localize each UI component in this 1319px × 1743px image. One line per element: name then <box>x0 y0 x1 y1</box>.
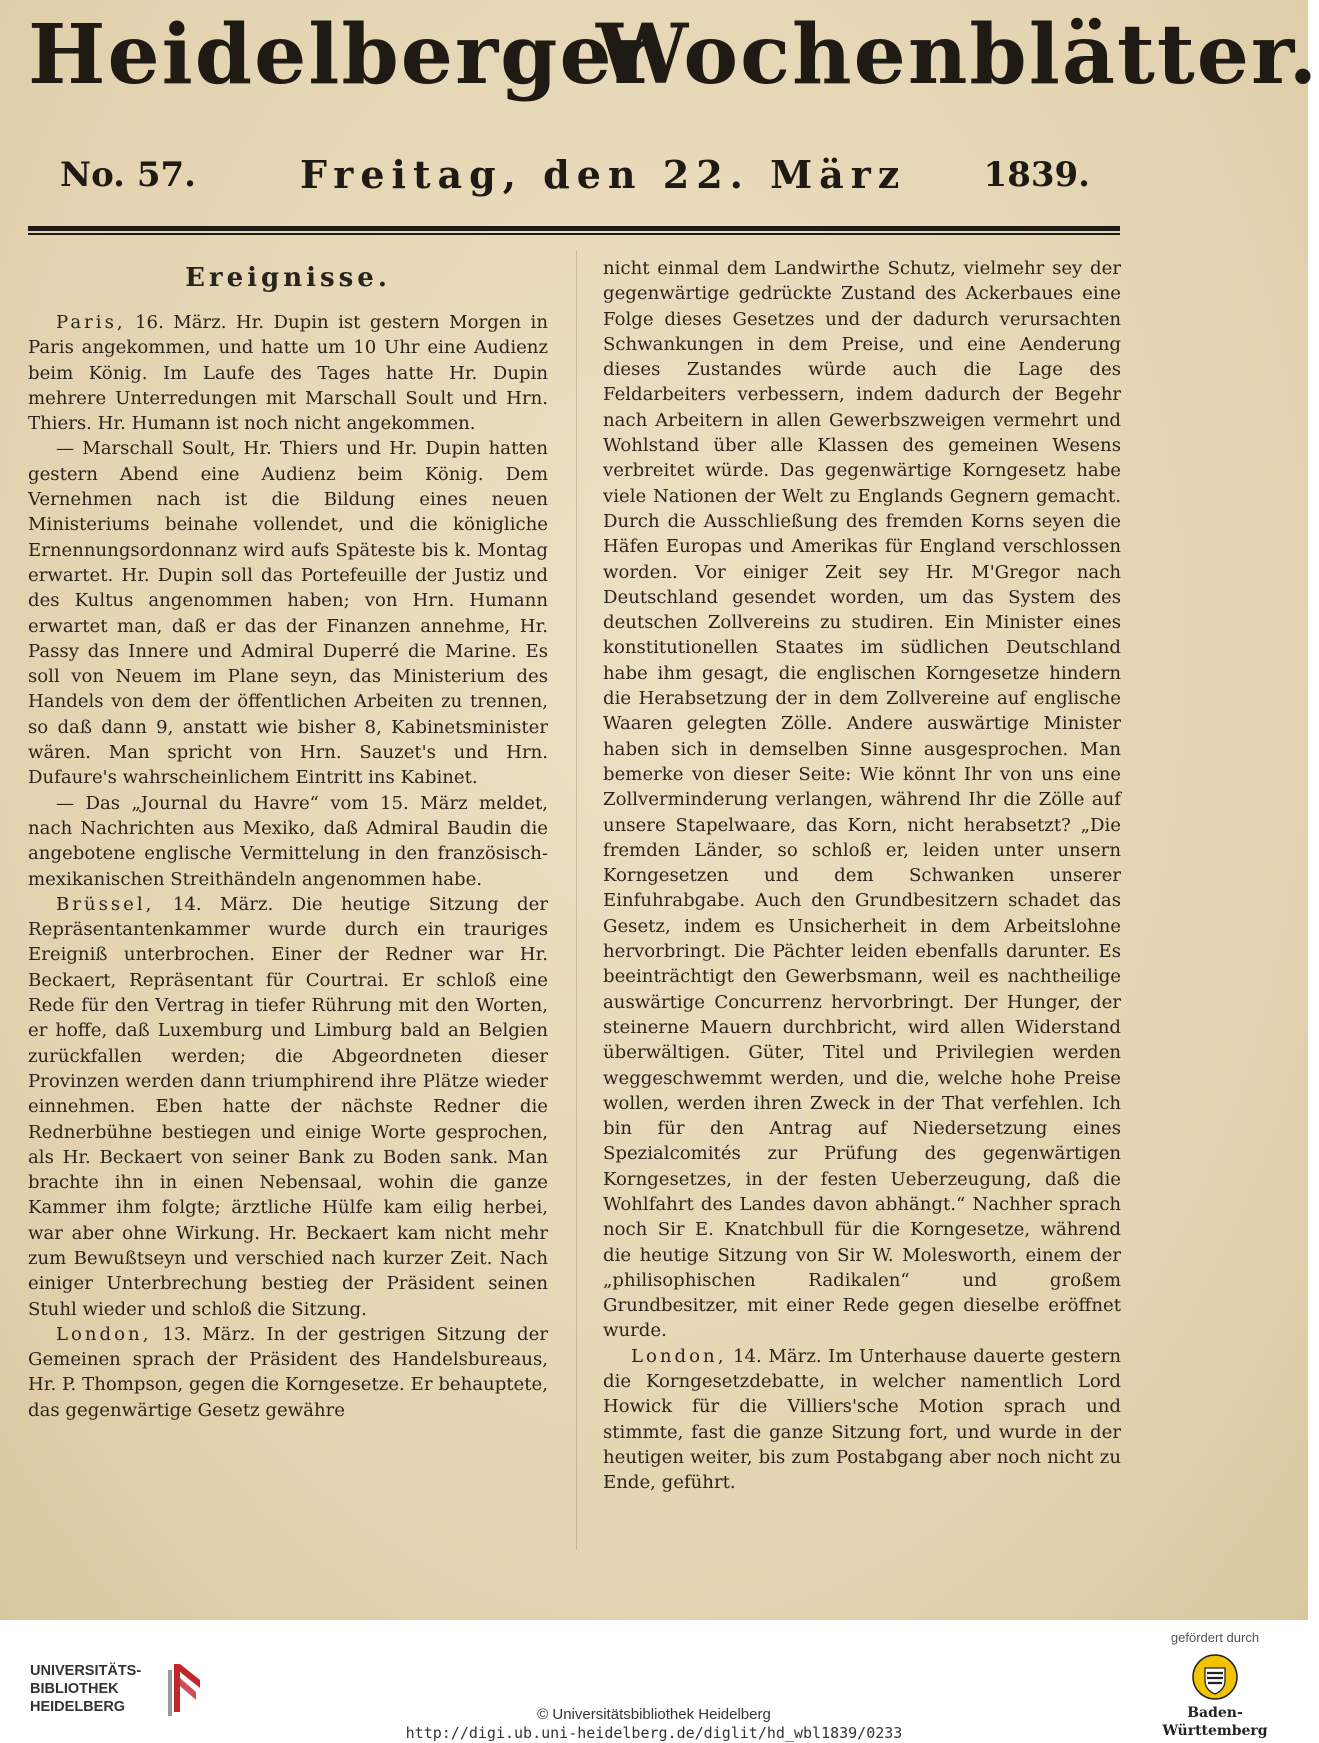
article-paris-1 <box>28 310 548 436</box>
left-column <box>28 258 548 1423</box>
header-rule-thick <box>28 226 1120 231</box>
article-paris-2: — Marschall Soult, Hr. Thiers und Hr. Dupin hatten gestern Abend eine Audienz beim König. Dem Vernehmen nach ist die Bildung eines neuen Ministeriums beinahe vollendet, und die königliche Ernennungsordonnanz wird aufs Späteste bis k. Montag erwartet. Hr. Dupin soll das Portefeuille der Justiz und des Kultus angenommen haben; von Hrn. Humann erwartet man, daß er das der Finanzen annehme, Hr. Passy das Innere und Admiral Duperré die Marine. Es soll von Neuem im Plane seyn, das Ministerium des Handels von dem der öffentlichen Arbeiten zu trennen, so daß dann 9, anstatt wie bisher 8, Kabinetsminister wären. Man spricht von Hrn. Sauzet's und Hrn. Dufaure's wahrscheinlichem Eintritt ins Kabinet. <box>28 438 548 789</box>
library-name-line: BIBLIOTHEK <box>30 1681 119 1697</box>
article-bruessel <box>28 892 548 1322</box>
baden-wuerttemberg-seal-icon <box>1192 1654 1238 1700</box>
digitization-footer <box>0 1620 1308 1743</box>
article-text: 14. März. Die heutige Sitzung der Repräsentantenkammer wurde durch ein trauriges Ereigniß unterbrochen. Einer der Redner war Hr. Beckaert, Repräsentant für Courtrai. Er schloß eine Rede für den Vertrag in tiefer Rührung mit den Worten, er hoffe, daß Luxemburg und Limburg bald an Belgien zurückfallen werden; die Abgeordneten dieser Provinzen werden dann triumphirend ihre Plätze wieder einnehmen. Eben hatte der nächste Redner die Rednerbühne bestiegen und einige Worte gesprochen, als Hr. Beckaert von seiner Bank zu Boden sank. Man brachte ihn in einen Nebensaal, wohin die ganze Kammer ihm folgte; ärztliche Hülfe kam eilig herbei, war aber ohne Wirkung. Hr. Beckaert kam nicht mehr zum Bewußtseyn und verschied nach kurzer Zeit. Nach einiger Unterbrechung bestieg der Präsident seinen Stuhl wieder und schloß die Sitzung. <box>28 893 548 1320</box>
header-rule-thin <box>28 233 1120 235</box>
sponsor-name: Baden-Württemberg <box>1162 1705 1268 1739</box>
issue-year: 1839. <box>983 155 1090 195</box>
sponsor-block <box>1140 1630 1290 1740</box>
article-text: 16. März. Hr. Dupin ist gestern Morgen in Paris angekommen, und hatte um 10 Uhr eine Audienz beim König. Im Laufe des Tages hatte Hr. Dupin mehrere Unterredungen mit Marschall Soult und Hrn. Thiers. Hr. Humann ist noch nicht angekommen. <box>28 312 548 435</box>
masthead-word-1: Heidelberger <box>28 7 659 103</box>
section-heading: Ereignisse. <box>185 263 391 293</box>
masthead-title <box>28 7 1319 103</box>
article-london-13 <box>28 1322 548 1423</box>
permalink[interactable]: http://digi.ub.uni-heidelberg.de/diglit/hd_wbl1839/0233 <box>405 1724 903 1742</box>
library-name-line: UNIVERSITÄTS- <box>30 1663 142 1679</box>
article-london-14 <box>603 1344 1121 1496</box>
issue-number: No. 57. <box>60 155 196 195</box>
article-text: 13. März. In der gestrigen Sitzung der Gemeinen sprach der Präsident des Handelsbureaus, Hr. P. Thompson, gegen die Korngesetze. Er behauptete, das gegenwärtige Gesetz gewähre <box>28 1323 548 1421</box>
issue-line <box>60 150 1090 200</box>
dateline: Brüssel, <box>56 893 155 915</box>
copyright-notice: © Universitätsbibliothek Heidelberg <box>537 1706 771 1723</box>
sponsor-label: gefördert durch <box>1170 1630 1260 1645</box>
library-name-line: HEIDELBERG <box>30 1699 126 1715</box>
dateline: London, <box>56 1323 152 1345</box>
issue-date: Freitag, den 22. März <box>300 152 907 197</box>
dateline: London, <box>631 1345 727 1367</box>
dateline: Paris, <box>56 312 126 333</box>
article-london-13-continued: nicht einmal dem Landwirthe Schutz, vielmehr sey der gegenwärtige gedrückte Zustand des Ackerbaues eine Folge dieses Gesetzes und der dadurch verursachten Schwankungen in dem Preise, und eine Aenderung dieses Zustandes würde auch die Lage des Feldarbeiters verbessern, indem dadurch der Begehr nach Arbeitern in allen Gewerbszweigen vermehrt und Wohlstand über alle Klassen des gemeinen Wesens verbreitet würde. Das gegenwärtige Korngesetz habe viele Nationen der Welt zu Englands Gegnern gemacht. Durch die Ausschließung des fremden Korns seyen die Häfen Europas und Amerikas für England verschlossen worden. Vor einiger Zeit sey Hr. M'Gregor nach Deutschland gesendet worden, um das System des deutschen Zollvereins zu studiren. Ein Minister eines konstitutionellen Staates im südlichen Deutschland habe ihm gesagt, die englischen Korngesetze hindern die Herabsetzung der in dem Zollvereine auf englische Waaren gelegten Zölle. Andere auswärtige Minister haben sich in demselben Sinne ausgesprochen. Man bemerke von dieser Seite: Wie könnt Ihr von uns eine Zollverminderung verlangen, während Ihr die Zölle auf unsere Stapelwaare, das Korn, nicht herabsetzt? „Die fremden Länder, so schloß er, leiden unter unsern Korngesetzen und dem Schwanken unserer Einfuhrabgabe. Auch den Grundbesitzern schadet das Gesetz, indem es Unsicherheit in dem Arbeitslohne hervorbringt. Die Pächter leiden ebenfalls darunter. Es beeinträchtigt den Gewerbsmann, weil es nachtheilige auswärtige Concurrenz hervorbringt. Der Hunger, der steinerne Mauern durchbricht, wird allen Widerstand überwältigen. Güter, Titel und Privilegien werden weggeschwemmt werden, und die, welche hohe Preise wollen, werden ihren Zweck in der That verfehlen. Ich bin für den Antrag auf Niedersetzung eines Spezialcomités zur Prüfung des gegenwärtigen Korngesetzes, in der festen Ueberzeugung, daß die Wohlfahrt des Landes davon abhängt.“ Nachher sprach noch Sir E. Knatchbull für die Korngesetze, während die heutige Sitzung von Sir W. Molesworth, einem der „philisophischen Radikalen“ und großem Grundbesitzer, mit einer Rede gegen dieselbe eröffnet wurde. <box>603 258 1121 1342</box>
column-divider <box>576 250 577 1550</box>
masthead-word-2: Wochenblätter. <box>596 7 1319 103</box>
article-havre: — Das „Journal du Havre“ vom 15. März meldet, nach Nachrichten aus Mexiko, daß Admiral Baudin die angebotene englische Vermittelung in den französisch-mexikanischen Streithändeln angenommen habe. <box>28 792 548 890</box>
right-column <box>603 256 1121 1496</box>
article-text: 14. März. Im Unterhause dauerte gestern die Korngesetzdebatte, in welcher namentlich Lord Howick für die Villiers'sche Motion sprach und stimmte, fast die ganze Sitzung fort, und wurde in der heutigen weiter, bis zum Postabgang aber noch nicht zu Ende, geführt. <box>603 1345 1121 1494</box>
